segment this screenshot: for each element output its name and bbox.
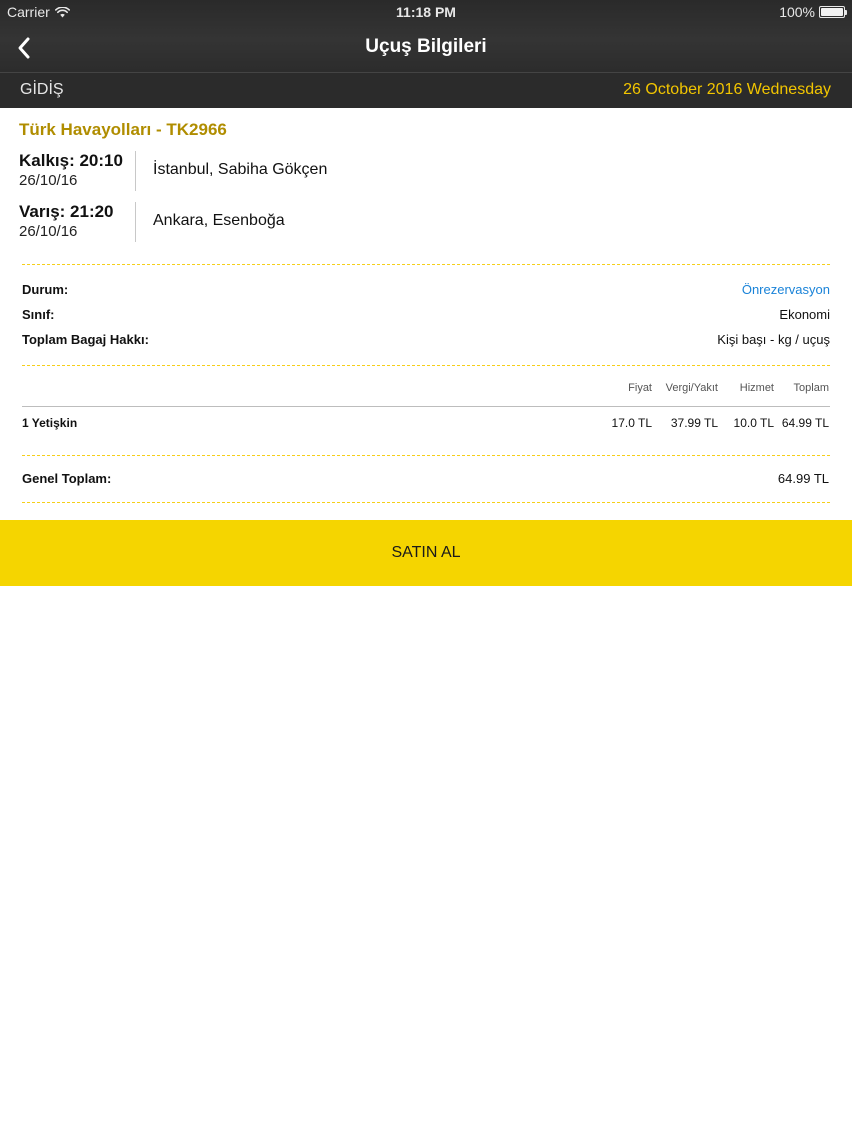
- status-time: 11:18 PM: [396, 4, 456, 20]
- direction-header: [0, 72, 852, 108]
- arrival-time: Varış: 21:20: [19, 202, 114, 221]
- buy-button[interactable]: [0, 520, 852, 586]
- price-header: Fiyat: [628, 382, 652, 394]
- departure-leg: [19, 151, 819, 193]
- status-value-link[interactable]: Önrezervasyon: [741, 282, 830, 297]
- buy-button-label: SATIN AL: [391, 544, 461, 561]
- battery-info: [779, 4, 845, 20]
- row-total-value: 64.99 TL: [781, 416, 829, 430]
- top-bar: [0, 0, 852, 72]
- direction-label: GİDİŞ: [20, 81, 64, 98]
- dashed-divider: [22, 502, 830, 503]
- arrival-airport: Ankara, Esenboğa: [153, 212, 285, 229]
- grand-total-value: 64.99 TL: [777, 471, 829, 486]
- battery-percent: 100%: [779, 4, 815, 20]
- departure-airport: İstanbul, Sabiha Gökçen: [153, 161, 328, 178]
- leg-divider: [135, 151, 136, 191]
- nav-bar: [0, 24, 852, 72]
- dashed-divider: [22, 455, 830, 456]
- price-value: 17.0 TL: [611, 416, 652, 430]
- tax-value: 37.99 TL: [670, 416, 718, 430]
- service-value: 10.0 TL: [733, 416, 774, 430]
- leg-divider: [135, 202, 136, 242]
- carrier-label: Carrier: [7, 4, 50, 20]
- baggage-label: Toplam Bagaj Hakkı:: [22, 332, 149, 347]
- status-label: Durum:: [22, 282, 69, 297]
- baggage-value: Kişi başı - kg / uçuş: [717, 332, 830, 347]
- class-row: [22, 307, 830, 325]
- price-table-divider: [22, 406, 830, 407]
- grand-total-label: Genel Toplam:: [22, 471, 112, 486]
- dashed-divider: [22, 264, 830, 265]
- flight-date: 26 October 2016 Wednesday: [623, 81, 831, 98]
- class-label: Sınıf:: [22, 307, 55, 322]
- service-header: Hizmet: [739, 382, 774, 394]
- dashed-divider: [22, 365, 830, 366]
- arrival-leg: [19, 202, 819, 244]
- total-header: Toplam: [793, 382, 829, 394]
- back-button[interactable]: [8, 32, 40, 64]
- baggage-row: [22, 332, 830, 350]
- class-value: Ekonomi: [779, 307, 830, 322]
- airline-flight-number: Türk Havayolları - TK2966: [19, 120, 227, 139]
- departure-time: Kalkış: 20:10: [19, 151, 123, 170]
- carrier-info: [7, 4, 70, 20]
- departure-date: 26/10/16: [19, 172, 78, 189]
- passenger-type: 1 Yetişkin: [22, 416, 78, 430]
- wifi-icon: [55, 7, 70, 18]
- chevron-left-icon: [16, 36, 32, 60]
- status-row: [22, 282, 830, 300]
- page-title: Uçuş Bilgileri: [365, 36, 487, 57]
- arrival-date: 26/10/16: [19, 223, 78, 240]
- battery-icon: [819, 6, 845, 18]
- status-bar: [0, 0, 852, 24]
- tax-header: Vergi/Yakıt: [665, 382, 718, 394]
